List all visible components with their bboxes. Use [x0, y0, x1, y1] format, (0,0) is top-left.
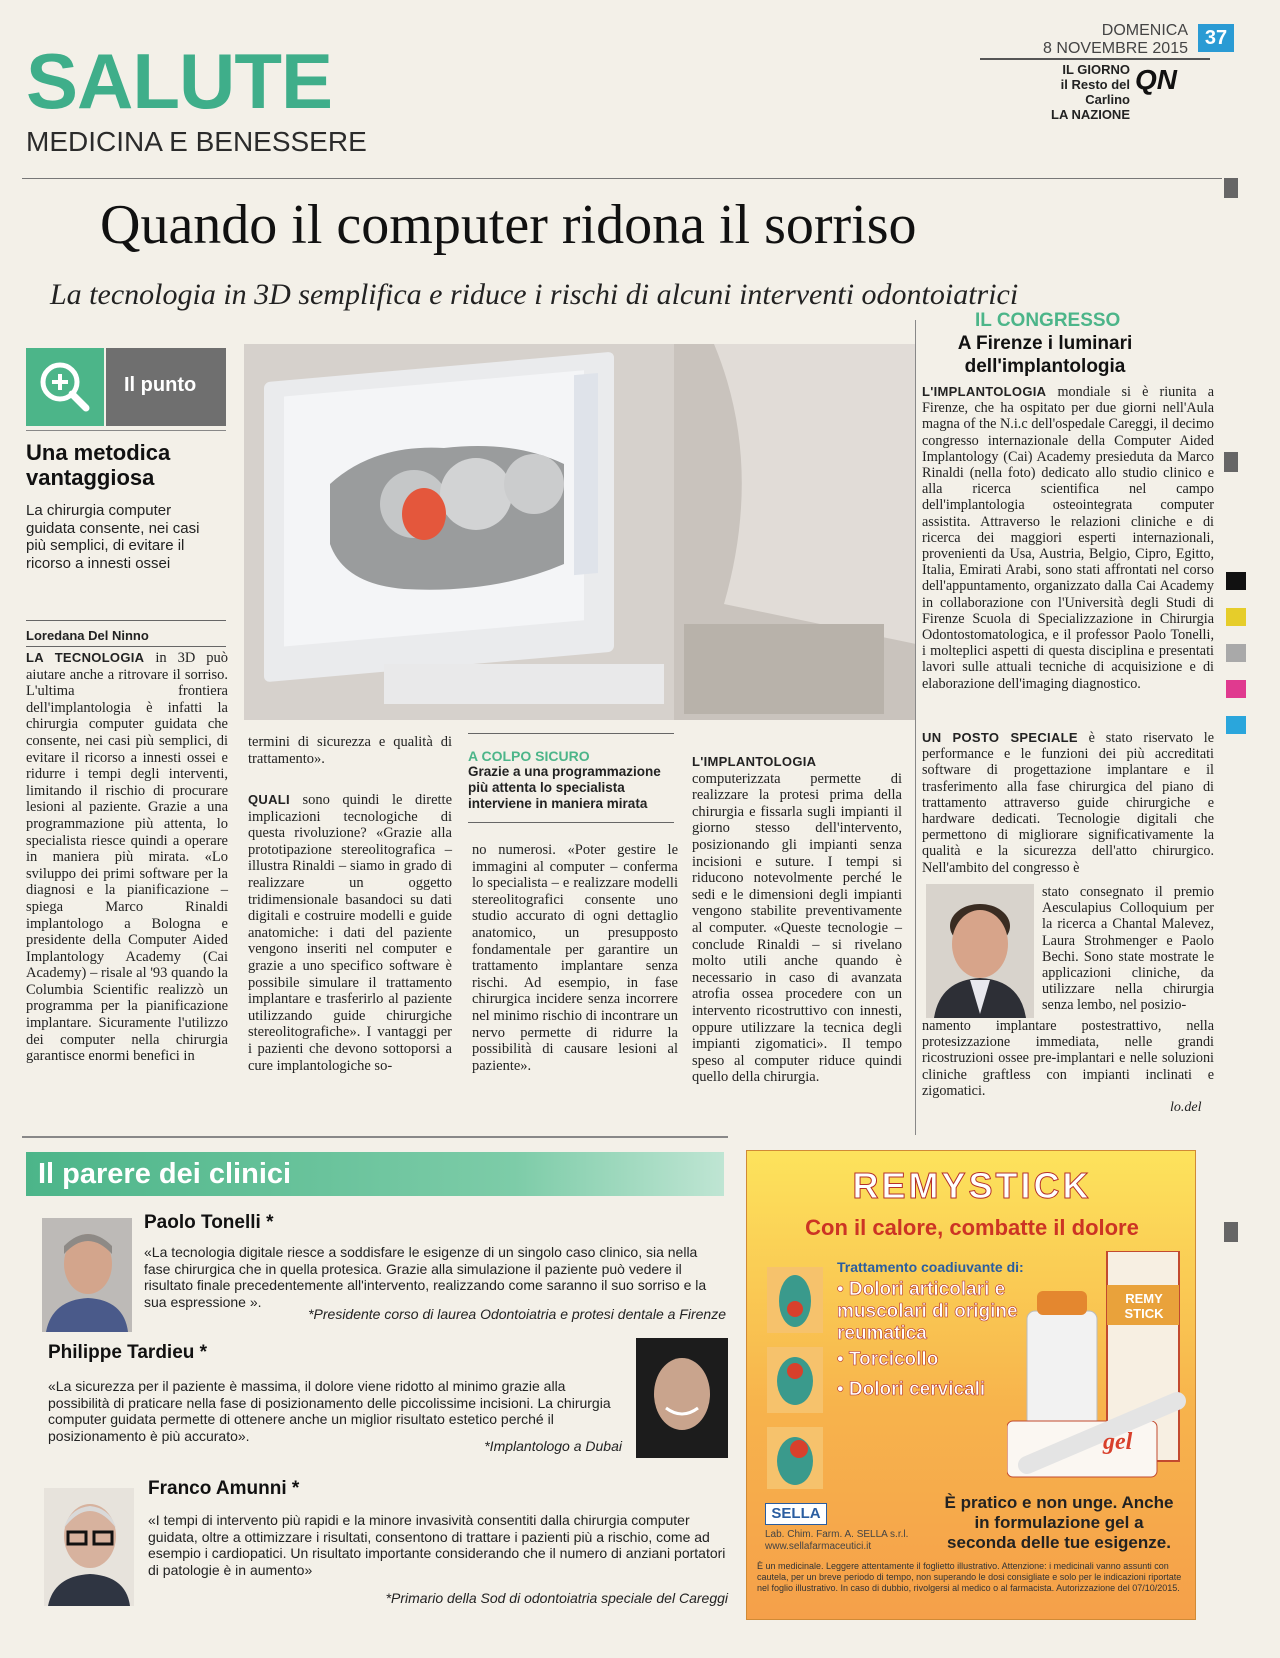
punto-box: [26, 348, 226, 426]
parere-bar: [26, 1152, 724, 1196]
column-separator: [915, 320, 916, 1135]
colpo-sicuro-label: A COLPO SICURO: [468, 748, 590, 764]
date-full: 8 NOVEMBRE 2015: [1043, 40, 1188, 57]
divider: [26, 646, 226, 647]
page-number: 37: [1198, 24, 1234, 52]
congresso-title: A Firenze i luminari dell'implantologia: [957, 333, 1133, 377]
colpo-sicuro-text: Grazie a una programmazione più attenta lo specialista interviene in maniera mirata: [468, 764, 661, 811]
product-packaging: [1007, 1251, 1187, 1481]
print-mark: [1224, 1222, 1238, 1242]
doctor-role: *Presidente corso di laurea Odontoiatria e protesi dentale a Firenze: [308, 1306, 726, 1322]
ad-item: • Dolori cervicali: [837, 1379, 986, 1400]
masthead-papers: [1015, 62, 1130, 122]
punto-label: Il punto: [106, 348, 226, 426]
congresso-paragraph-2: [922, 730, 1214, 876]
headline: Quando il computer ridona il sorriso: [100, 194, 917, 256]
lead-in: LA TECNOLOGIA: [26, 650, 145, 665]
article-column-2: [248, 792, 452, 1074]
ad-lab-name: Lab. Chim. Farm. A. SELLA s.r.l.: [765, 1529, 909, 1540]
ad-tagline: È pratico e non unge. Anche in formulazione gel a seconda delle tue esigenze.: [944, 1493, 1174, 1552]
print-color-strip: [1226, 572, 1246, 734]
date-block: [1043, 22, 1188, 58]
article-text: computerizzata permette di realizzare la protesi prima della chirurgia e fissarla sugli impianti il giorno stesso dell'intervento, posizionando gli impianti senza incisioni e suture. I tempi si riducono notevolmente perché le sedi e le dimensioni degli impianti vengono stabilite preventivamente al computer. «Queste tecnologie – conclude Rinaldi – si rivelano molto utili anche quando è necessario in caso di avanzata atrofia ossea procedere con un intervento ricostruttivo con innesti, oppure utilizzare la tecnica degli impianti zigomatici». Il tempo speso al computer riduce quindi quello della chirurgia.: [692, 770, 902, 1086]
colpo-sicuro-box: [468, 733, 674, 823]
divider: [26, 620, 226, 621]
pack-label: REMY STICK: [1124, 1291, 1164, 1321]
doctor-role: *Primario della Sod di odontoiatria speciale del Careggi: [385, 1590, 728, 1606]
paper-name: IL GIORNO: [1062, 62, 1130, 77]
signature: lo.del: [1170, 1100, 1202, 1115]
lead-in: L'IMPLANTOLOGIA: [922, 384, 1047, 399]
article-column-1: [26, 650, 228, 1065]
section-title: SALUTE: [26, 37, 332, 125]
doctor-quote: «La tecnologia digitale riesce a soddisfare le esigenze di un singolo caso clinico, sia nella fase chirurgica che in quella protesica. Grazie alla simulazione il paziente può vedere il risultato finale precedentemente all'intervento, realizzando come saranno il suo sorriso e la sua espressione ».: [144, 1244, 707, 1310]
article-text: è stato riservato le performance e le funzioni dei più accreditati software di progettazione implantare e il trasferimento alla fase chirurgica del piano di trattamento attraverso guide chirurgiche e hardware dedicati. Tecnologie digitali che permettono di migliorare significativamente la qualità e la sicurezza dell'atto chirurgico. Nell'ambito del congresso è: [922, 730, 1215, 876]
print-mark: [1224, 178, 1238, 198]
article-text: sono quindi le dirette implicazioni tecnologiche di questa rivoluzione? «Grazie alla prototipazione stereolitografica – illustra Rinaldi – siamo in grado di realizzare un oggetto tridimensionale basandoci su dati digitali e costruire modelli e guide anatomiche: i dati del paziente vengono inseriti nel computer e grazie a uno specifico software è possibile simulare il trattamento implantare e trasferirlo al paziente utilizzando guide chirurgiche stereolitografiche». I vantaggi per i pazienti che devono sottoporsi a cure implantologiche so-: [248, 792, 453, 1074]
main-photo: [244, 344, 916, 720]
congresso-paragraph-4: namento implantare postestrattivo, nella protesizzazione immediata, nelle grandi ricostruzioni ossee pre-implantari e nelle soluzioni cliniche graftless con impianti inclinati e zigomatici.: [922, 1018, 1214, 1099]
section-rule: [22, 1136, 728, 1138]
article-text: mondiale si è riunita a Firenze, che ha ospitato per due giorni nell'Aula magna of the N.i.c dell'ospedale Careggi, il decimo congresso internazionale della Computer Aided Implantology (Cai) Academy presieduta da Marco Rinaldi (nella foto) dedicato allo studio clinico e alla ricerca scientifica nel campo dell'implantologia osteointegrata computer assistita. Attraverso le relazioni cliniche e di ricerca dei maggiori esperti internazionali, provenienti da Usa, Austria, Belgio, Cipro, Egitto, Italia, Emirati Arabi, sono stati affrontati nel corso dell'appuntamento, organizzato dalla Cai Academy in collaborazione con l'Università degli Studi di Firenze Scuola di Specializzazione in Chirurgia Odontostomatologica, e il professor Paolo Tonelli, i molteplici aspetti di questa disciplina e presentati lavori sulle attuali tecniche di acquisizione e di elaborazione dell'imaging diagnostico.: [922, 384, 1214, 692]
lead-in: UN POSTO SPECIALE: [922, 730, 1078, 745]
parere-title: Il parere dei clinici: [38, 1158, 292, 1190]
advertisement: [746, 1150, 1196, 1620]
date-day: DOMENICA: [1101, 22, 1188, 39]
doctor-name: Paolo Tonelli *: [144, 1212, 274, 1233]
divider: [468, 733, 674, 734]
punto-text: La chirurgia computer guidata consente, nei casi più semplici, di evitare il ricorso a innesti ossei: [26, 502, 200, 572]
congresso-label: IL CONGRESSO: [975, 310, 1121, 331]
doctor-quote: «I tempi di intervento più rapidi e la minore invasività consentiti dalla chirurgia computer guidata, oltre a ottimizzare i risultati, consentono di trattare i pazienti più a rischio, come ad esempio i cardiopatici. Un risultato importante considerando che il numero di anziani portatori di patologie è in aumento»: [148, 1512, 726, 1578]
doctor-name: Franco Amunni *: [148, 1478, 300, 1499]
section-subtitle: MEDICINA E BENESSERE: [26, 126, 367, 157]
ad-item: • Torcicollo: [837, 1349, 939, 1370]
zoom-in-icon: [26, 348, 104, 426]
paper-name: il Resto del Carlino: [1060, 77, 1130, 107]
masthead-rule: [980, 58, 1210, 60]
lead-in: L'IMPLANTOLOGIA: [692, 754, 817, 769]
ad-lab: [765, 1529, 908, 1553]
gel-label: gel: [1103, 1429, 1133, 1455]
paper-name: LA NAZIONE: [1051, 107, 1130, 122]
ad-claim: Con il calore, combatte il dolore: [805, 1215, 1139, 1240]
article-column-2-top: termini di sicurezza e qualità di trattamento».: [248, 734, 452, 767]
doctor-photo: [42, 1218, 132, 1332]
divider: [468, 822, 674, 823]
byline: Loredana Del Ninno: [26, 628, 149, 643]
doctor-quote: «La sicurezza per il paziente è massima, il dolore viene ridotto al minimo grazie alla possibilità di praticare nella fase di posizionamento delle piccolissime incisioni. La chirurgia computer guidata permette di ottenere anche un miglior risultato estetico perché il posizionamento è più accurato».: [48, 1378, 611, 1444]
divider: [26, 430, 226, 431]
doctor-name: Philippe Tardieu *: [48, 1342, 208, 1363]
ad-brand: REMYSTICK: [852, 1165, 1092, 1206]
article-text: in 3D può aiutare anche a ritrovare il sorriso. L'ultima frontiera dell'implantologia è infatti la chirurgia computer guidata che consente, nei casi più semplici, di evitare il ricorso a innesti ossei e ridurre i tempi degli interventi, limitando il rischio di procurare lesioni al paziente. Grazie a una programmazione più attenta, lo specialista riesce quindi a operare in maniera più mirata. «Lo sviluppo dei primi software per la diagnosi e la pianificazione – spiega Marco Rinaldi implantologo a Bologna e presidente della Computer Aided Implantology Academy (Cai Academy) – risale al '93 quando la Columbia Scientific realizzò un programma per la pianificazione implantare. Sicuramente l'utilizzo dei computer nella chirurgia garantisce enormi benefici in: [26, 650, 228, 1065]
doctor-photo: [44, 1488, 134, 1606]
ad-url: www.sellafarmaceutici.it: [765, 1541, 872, 1552]
rinaldi-photo: [926, 884, 1034, 1018]
doctor-role: *Implantologo a Dubai: [484, 1438, 622, 1454]
lead-in: QUALI: [248, 792, 290, 807]
article-column-4: [692, 754, 902, 1086]
print-mark: [1224, 452, 1238, 472]
body-pain-illustrations: [765, 1263, 827, 1493]
ad-item: • Dolori articolari e muscolari di origine reumatica: [837, 1279, 1018, 1344]
punto-title: Una metodica vantaggiosa: [26, 440, 171, 490]
article-column-3: no numerosi. «Poter gestire le immagini al computer – conferma lo specialista – e realizzare modelli stereolitografici consente uno studio accurato di ogni dettaglio anatomico, un presupposto fondamentale per garantire un trattamento implantare senza rischi. Ad esempio, in fase chirurgica incidere senza incorrere nel minimo rischio di incontrare un nervo permette di ridurre la possibilità di causare lesioni al paziente».: [472, 842, 678, 1074]
header-rule: [22, 178, 1222, 179]
congresso-paragraph-1: [922, 384, 1214, 692]
ad-subhead: Trattamento coadiuvante di:: [837, 1259, 1024, 1275]
sella-logo: SELLA: [765, 1503, 827, 1525]
congresso-paragraph-3: stato consegnato il premio Aesculapius Colloquium per la ricerca a Chantal Malevez, Laura Strohmenger e Paolo Bechi. Sono state mostrate le applicazioni cliniche, da utilizzare nella chirurgia senza lembo, nel posizio-: [1042, 884, 1214, 1014]
qn-logo: QN: [1135, 64, 1177, 95]
doctor-photo: [636, 1338, 728, 1458]
ad-legal: È un medicinale. Leggere attentamente il foglietto illustrativo. Attenzione: i medicinali vanno assunti con cautela, per un breve periodo di tempo, non superando le dosi consigliate e solo per le indicazioni riportate nel foglio illustrativo. In caso di dubbio, rivolgersi al medico o al farmacista. Autorizzazione del 07/10/2015.: [757, 1561, 1182, 1593]
standfirst: La tecnologia in 3D semplifica e riduce i rischi di alcuni interventi odontoiatrici: [50, 278, 1019, 311]
